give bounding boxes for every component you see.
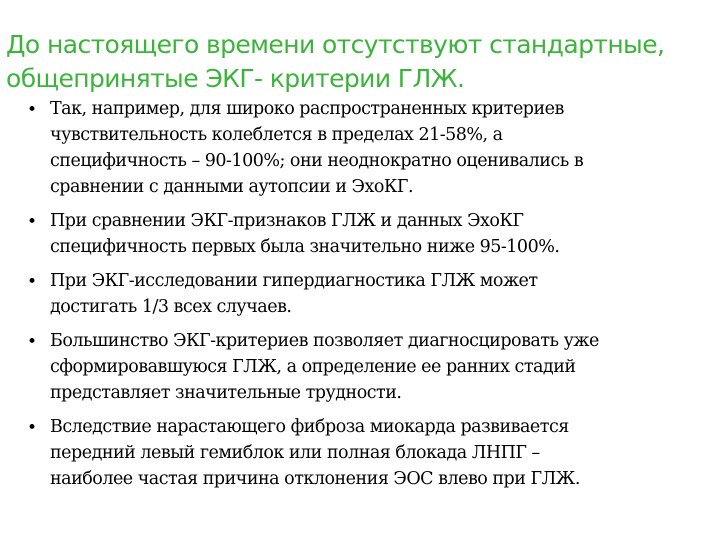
- bullet-text: [50, 208, 704, 260]
- bullet-line: При сравнении ЭКГ-признаков ГЛЖ и данных ЭхоКГ: [50, 211, 524, 231]
- bullet-item: [24, 208, 704, 260]
- slide-title: [6, 28, 712, 96]
- bullet-line: наиболее частая причина отклонения ЭОС влево при ГЛЖ.: [50, 469, 580, 489]
- bullet-list: [24, 96, 704, 500]
- bullet-line: передний левый гемиблок или полная блокада ЛНПГ –: [50, 443, 540, 463]
- bullet-line: представляет значительные трудности.: [50, 383, 402, 403]
- slide-title-line: До настоящего времени отсутствуют стандартные,: [6, 30, 665, 59]
- bullet-line: чувствительность колеблется в пределах 21-58%, а: [50, 125, 503, 145]
- bullet-line: специфичность – 90-100%; они неоднократно оценивались в: [50, 151, 584, 171]
- bullet-item: [24, 414, 704, 492]
- bullet-item: [24, 96, 704, 200]
- bullet-line: сформировавшуюся ГЛЖ, а определение ее ранних стадий: [50, 357, 576, 377]
- bullet-line: Так, например, для широко распространенных критериев: [50, 99, 564, 119]
- bullet-line: специфичность первых была значительно ниже 95-100%.: [50, 237, 560, 257]
- bullet-dot-icon: •: [27, 332, 38, 352]
- bullet-text: [50, 268, 704, 320]
- bullet-dot-icon: •: [27, 212, 38, 232]
- bullet-dot-icon: •: [27, 100, 38, 120]
- bullet-text: [50, 414, 704, 492]
- bullet-text: [50, 328, 704, 406]
- bullet-text: [50, 96, 704, 200]
- bullet-dot-icon: •: [27, 418, 38, 438]
- bullet-line: сравнении с данными аутопсии и ЭхоКГ.: [50, 177, 414, 197]
- bullet-line: При ЭКГ-исследовании гипердиагностика ГЛЖ может: [50, 271, 538, 291]
- bullet-line: достигать 1/3 всех случаев.: [50, 297, 292, 317]
- bullet-item: [24, 268, 704, 320]
- bullet-line: Большинство ЭКГ-критериев позволяет диагносцировать уже: [50, 331, 599, 351]
- bullet-dot-icon: •: [27, 272, 38, 292]
- slide-title-line: общепринятые ЭКГ- критерии ГЛЖ.: [6, 64, 465, 93]
- bullet-line: Вследствие нарастающего фиброза миокарда развивается: [50, 417, 569, 437]
- bullet-item: [24, 328, 704, 406]
